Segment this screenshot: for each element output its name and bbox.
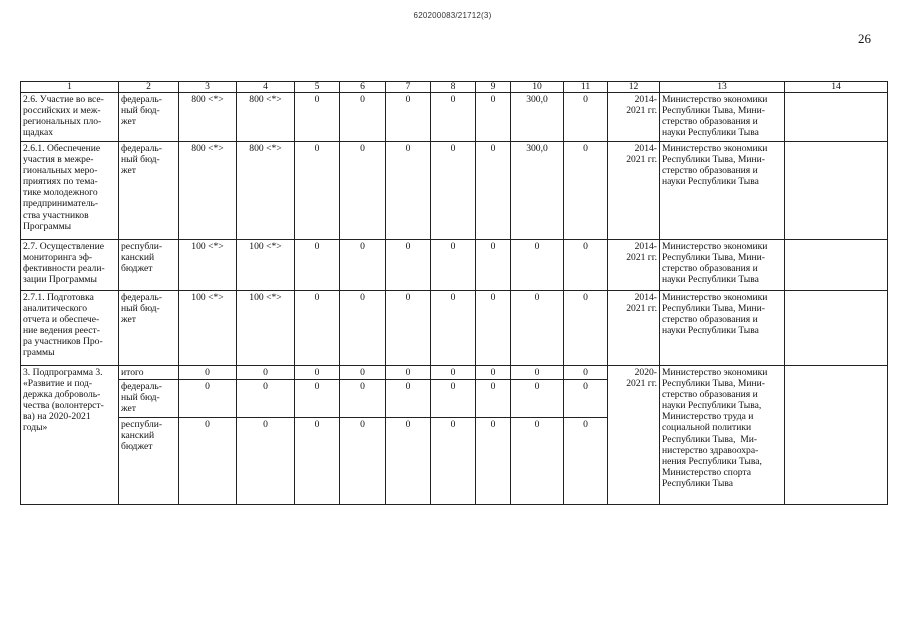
cell-value: 0 [564, 291, 608, 366]
cell-value [785, 366, 888, 505]
executor: Министерство экономики Республики Тыва, Мини- стерство образования и науки Республики Тыва [660, 240, 785, 291]
cell-value: 0 [431, 366, 476, 380]
cell-value: 0 [511, 240, 564, 291]
cell-value: 100 <*> [179, 240, 237, 291]
column-header: 2 [119, 82, 179, 93]
cell-value: 0 [564, 418, 608, 505]
subprogram-row-total [21, 366, 888, 380]
period: 2014- 2021 гг. [608, 291, 660, 366]
activity-name: 2.6. Участие во все- российских и меж- региональных пло- щадках [21, 93, 119, 142]
cell-value: 300,0 [511, 142, 564, 240]
cell-value: 0 [237, 418, 295, 505]
funding-source: республи- канский бюджет [119, 240, 179, 291]
cell-value [785, 142, 888, 240]
cell-value: 0 [386, 366, 431, 380]
executor: Министерство экономики Республики Тыва, Мини- стерство образования и науки Республики Тыва [660, 93, 785, 142]
activity-name: 2.6.1. Обеспечение участия в межре- гиональных меро- приятиях по тема- тике молодежного предприниматель- ства участников Программы [21, 142, 119, 240]
cell-value: 0 [340, 418, 386, 505]
cell-value: 0 [179, 380, 237, 418]
cell-value: 0 [386, 380, 431, 418]
cell-value: 0 [386, 142, 431, 240]
cell-value: 800 <*> [179, 93, 237, 142]
document-code: 620200083/21712(3) [413, 11, 492, 20]
table-row [21, 142, 888, 240]
column-header: 13 [660, 82, 785, 93]
subprogram-name: 3. Подпрограмма 3. «Развитие и под- держка доброволь- чества (волонтерст- ва) на 2020-2021 годы» [21, 366, 119, 505]
cell-value: 0 [340, 240, 386, 291]
funding-source: федераль- ный бюд- жет [119, 291, 179, 366]
cell-value [785, 240, 888, 291]
column-header: 7 [386, 82, 431, 93]
column-header: 5 [295, 82, 340, 93]
cell-value: 0 [476, 418, 511, 505]
period: 2014- 2021 гг. [608, 93, 660, 142]
cell-value: 0 [431, 380, 476, 418]
cell-value: 0 [295, 418, 340, 505]
cell-value: 800 <*> [237, 93, 295, 142]
period: 2014- 2021 гг. [608, 142, 660, 240]
activity-name: 2.7. Осуществление мониторинга эф- фективности реали- зации Программы [21, 240, 119, 291]
column-header: 3 [179, 82, 237, 93]
cell-value: 0 [564, 366, 608, 380]
cell-value: 800 <*> [179, 142, 237, 240]
page-number: 26 [858, 31, 871, 46]
table-row [21, 291, 888, 366]
period: 2014- 2021 гг. [608, 240, 660, 291]
cell-value: 0 [340, 93, 386, 142]
cell-value: 0 [564, 142, 608, 240]
column-header: 8 [431, 82, 476, 93]
cell-value: 0 [564, 380, 608, 418]
cell-value: 0 [340, 366, 386, 380]
funding-source: республи- канский бюджет [119, 418, 179, 505]
executor: Министерство экономики Республики Тыва, Мини- стерство образования и науки Республики Тыва, Министерство труда и социальной политики Республики Тыва, Ми- нистерство здравоохра- нения Республики Тыва, Министерство спорта Республики Тыва [660, 366, 785, 505]
budget-table [20, 81, 888, 505]
cell-value: 0 [564, 93, 608, 142]
column-header: 6 [340, 82, 386, 93]
cell-value: 0 [295, 366, 340, 380]
cell-value: 0 [386, 93, 431, 142]
column-header: 12 [608, 82, 660, 93]
cell-value: 100 <*> [179, 291, 237, 366]
period: 2020- 2021 гг. [608, 366, 660, 505]
cell-value: 0 [476, 380, 511, 418]
cell-value: 0 [179, 418, 237, 505]
cell-value: 0 [431, 240, 476, 291]
cell-value: 0 [295, 380, 340, 418]
column-header: 14 [785, 82, 888, 93]
cell-value: 0 [386, 418, 431, 505]
funding-source: федераль- ный бюд- жет [119, 93, 179, 142]
cell-value: 0 [295, 142, 340, 240]
column-header: 4 [237, 82, 295, 93]
cell-value: 0 [511, 366, 564, 380]
cell-value: 0 [431, 291, 476, 366]
column-number-row [21, 82, 888, 93]
cell-value: 300,0 [511, 93, 564, 142]
cell-value: 0 [564, 240, 608, 291]
cell-value: 0 [511, 291, 564, 366]
cell-value: 0 [295, 291, 340, 366]
cell-value: 0 [431, 418, 476, 505]
table-row [21, 240, 888, 291]
cell-value [785, 291, 888, 366]
cell-value: 0 [340, 291, 386, 366]
cell-value: 0 [476, 366, 511, 380]
cell-value: 0 [511, 418, 564, 505]
cell-value: 0 [511, 380, 564, 418]
cell-value: 100 <*> [237, 291, 295, 366]
column-header: 9 [476, 82, 511, 93]
cell-value: 0 [237, 380, 295, 418]
cell-value: 0 [476, 142, 511, 240]
cell-value: 0 [476, 93, 511, 142]
table-row [21, 93, 888, 142]
cell-value: 0 [431, 93, 476, 142]
cell-value: 0 [431, 142, 476, 240]
executor: Министерство экономики Республики Тыва, Мини- стерство образования и науки Республики Тыва [660, 142, 785, 240]
funding-source: федераль- ный бюд- жет [119, 380, 179, 418]
cell-value: 0 [476, 240, 511, 291]
activity-name: 2.7.1. Подготовка аналитического отчета и обеспече- ние ведения реест- ра участников Про- граммы [21, 291, 119, 366]
cell-value: 0 [295, 93, 340, 142]
executor: Министерство экономики Республики Тыва, Мини- стерство образования и науки Республики Тыва [660, 291, 785, 366]
cell-value: 0 [340, 142, 386, 240]
cell-value [785, 93, 888, 142]
cell-value: 0 [476, 291, 511, 366]
funding-source: итого [119, 366, 179, 380]
cell-value: 0 [386, 291, 431, 366]
cell-value: 0 [179, 366, 237, 380]
funding-source: федераль- ный бюд- жет [119, 142, 179, 240]
column-header: 11 [564, 82, 608, 93]
cell-value: 100 <*> [237, 240, 295, 291]
cell-value: 800 <*> [237, 142, 295, 240]
cell-value: 0 [386, 240, 431, 291]
column-header: 10 [511, 82, 564, 93]
column-header: 1 [21, 82, 119, 93]
cell-value: 0 [295, 240, 340, 291]
cell-value: 0 [340, 380, 386, 418]
cell-value: 0 [237, 366, 295, 380]
